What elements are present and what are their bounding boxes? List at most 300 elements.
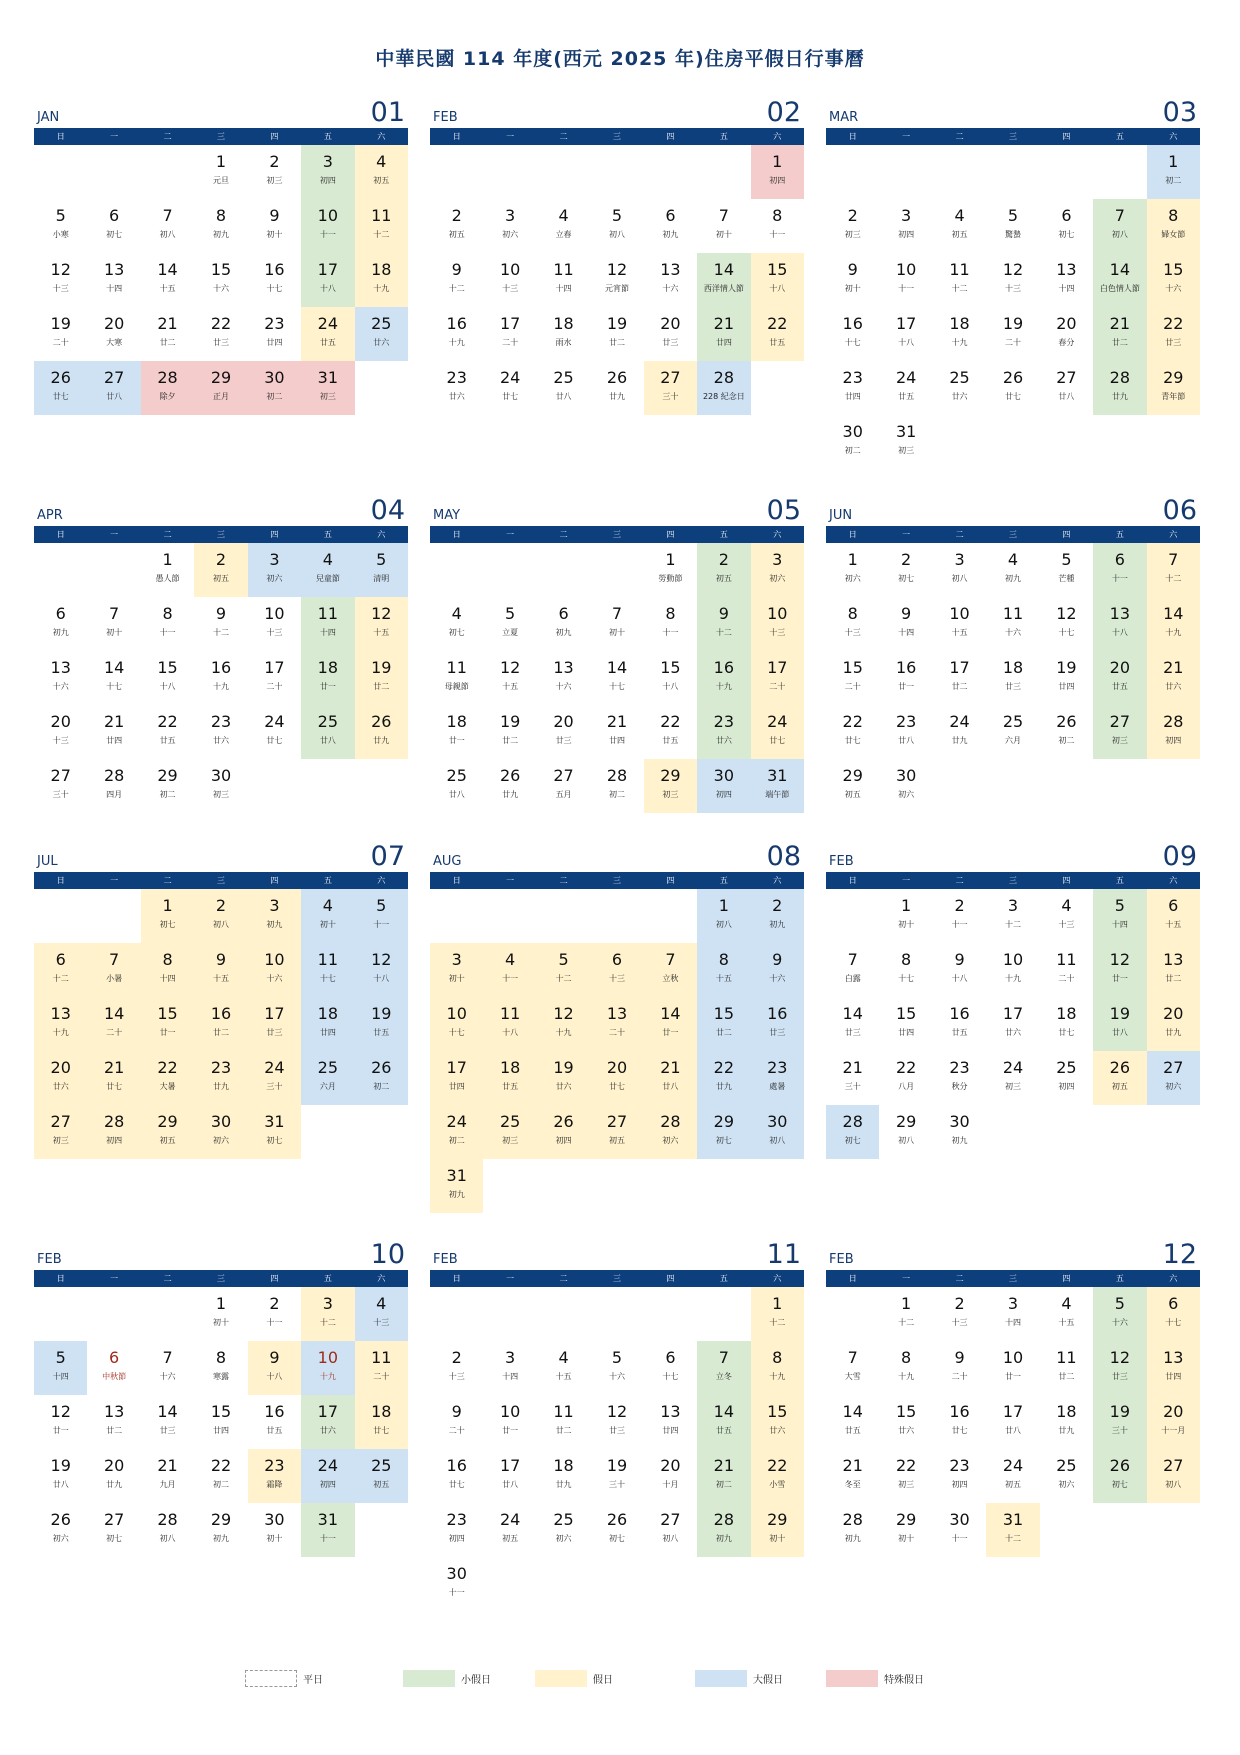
- day-cell[interactable]: [590, 361, 643, 415]
- day-cell[interactable]: [194, 1449, 247, 1503]
- day-cell[interactable]: [34, 1341, 87, 1395]
- day-cell[interactable]: [430, 943, 483, 997]
- day-cell[interactable]: [879, 759, 932, 813]
- day-cell[interactable]: [826, 1395, 879, 1449]
- day-cell[interactable]: [933, 1287, 986, 1341]
- day-cell[interactable]: [879, 1287, 932, 1341]
- day-cell[interactable]: [141, 199, 194, 253]
- day-cell[interactable]: [248, 943, 301, 997]
- day-cell[interactable]: [1147, 705, 1200, 759]
- day-cell[interactable]: [644, 1341, 697, 1395]
- day-cell[interactable]: [248, 597, 301, 651]
- day-cell[interactable]: [826, 759, 879, 813]
- day-cell[interactable]: [826, 1341, 879, 1395]
- day-cell[interactable]: [590, 997, 643, 1051]
- day-cell[interactable]: [1147, 145, 1200, 199]
- day-cell[interactable]: [248, 1287, 301, 1341]
- day-cell[interactable]: [590, 597, 643, 651]
- day-cell[interactable]: [751, 307, 804, 361]
- day-cell[interactable]: [697, 199, 750, 253]
- day-cell[interactable]: [355, 943, 408, 997]
- day-cell[interactable]: [34, 1503, 87, 1557]
- day-cell[interactable]: [301, 253, 354, 307]
- day-cell[interactable]: [826, 705, 879, 759]
- day-cell[interactable]: [483, 705, 536, 759]
- day-cell[interactable]: [751, 759, 804, 813]
- day-cell[interactable]: [1093, 1395, 1146, 1449]
- day-cell[interactable]: [301, 1287, 354, 1341]
- day-cell[interactable]: [34, 997, 87, 1051]
- day-cell[interactable]: [87, 307, 140, 361]
- day-cell[interactable]: [826, 597, 879, 651]
- day-cell[interactable]: [430, 307, 483, 361]
- day-cell[interactable]: [697, 1395, 750, 1449]
- day-cell[interactable]: [697, 1105, 750, 1159]
- day-cell[interactable]: [34, 943, 87, 997]
- day-cell[interactable]: [355, 705, 408, 759]
- day-cell[interactable]: [34, 1449, 87, 1503]
- day-cell[interactable]: [248, 145, 301, 199]
- day-cell[interactable]: [141, 759, 194, 813]
- day-cell[interactable]: [1147, 253, 1200, 307]
- day-cell[interactable]: [141, 1395, 194, 1449]
- day-cell[interactable]: [1093, 1051, 1146, 1105]
- day-cell[interactable]: [644, 759, 697, 813]
- day-cell[interactable]: [986, 943, 1039, 997]
- day-cell[interactable]: [826, 1105, 879, 1159]
- day-cell[interactable]: [1147, 1449, 1200, 1503]
- day-cell[interactable]: [1147, 361, 1200, 415]
- day-cell[interactable]: [1093, 361, 1146, 415]
- day-cell[interactable]: [1093, 597, 1146, 651]
- day-cell[interactable]: [34, 759, 87, 813]
- day-cell[interactable]: [879, 199, 932, 253]
- day-cell[interactable]: [248, 1503, 301, 1557]
- day-cell[interactable]: [1040, 199, 1093, 253]
- day-cell[interactable]: [1040, 1287, 1093, 1341]
- day-cell[interactable]: [697, 543, 750, 597]
- day-cell[interactable]: [194, 361, 247, 415]
- day-cell[interactable]: [141, 307, 194, 361]
- day-cell[interactable]: [1040, 943, 1093, 997]
- day-cell[interactable]: [644, 997, 697, 1051]
- day-cell[interactable]: [879, 543, 932, 597]
- day-cell[interactable]: [194, 253, 247, 307]
- day-cell[interactable]: [933, 943, 986, 997]
- day-cell[interactable]: [986, 1449, 1039, 1503]
- day-cell[interactable]: [879, 1449, 932, 1503]
- day-cell[interactable]: [194, 651, 247, 705]
- day-cell[interactable]: [1147, 651, 1200, 705]
- day-cell[interactable]: [697, 997, 750, 1051]
- day-cell[interactable]: [301, 705, 354, 759]
- day-cell[interactable]: [986, 705, 1039, 759]
- day-cell[interactable]: [826, 651, 879, 705]
- day-cell[interactable]: [355, 253, 408, 307]
- day-cell[interactable]: [879, 361, 932, 415]
- day-cell[interactable]: [751, 543, 804, 597]
- day-cell[interactable]: [34, 307, 87, 361]
- day-cell[interactable]: [644, 597, 697, 651]
- day-cell[interactable]: [933, 651, 986, 705]
- day-cell[interactable]: [34, 1395, 87, 1449]
- day-cell[interactable]: [34, 199, 87, 253]
- day-cell[interactable]: [355, 199, 408, 253]
- day-cell[interactable]: [483, 199, 536, 253]
- day-cell[interactable]: [879, 1395, 932, 1449]
- day-cell[interactable]: [751, 199, 804, 253]
- day-cell[interactable]: [34, 597, 87, 651]
- day-cell[interactable]: [986, 1287, 1039, 1341]
- day-cell[interactable]: [879, 1341, 932, 1395]
- day-cell[interactable]: [194, 145, 247, 199]
- day-cell[interactable]: [986, 1341, 1039, 1395]
- day-cell[interactable]: [1093, 1287, 1146, 1341]
- day-cell[interactable]: [141, 543, 194, 597]
- day-cell[interactable]: [483, 1341, 536, 1395]
- day-cell[interactable]: [644, 705, 697, 759]
- day-cell[interactable]: [644, 253, 697, 307]
- day-cell[interactable]: [248, 543, 301, 597]
- day-cell[interactable]: [87, 1503, 140, 1557]
- day-cell[interactable]: [483, 943, 536, 997]
- day-cell[interactable]: [879, 943, 932, 997]
- day-cell[interactable]: [590, 1051, 643, 1105]
- day-cell[interactable]: [194, 1503, 247, 1557]
- day-cell[interactable]: [879, 1051, 932, 1105]
- day-cell[interactable]: [355, 1395, 408, 1449]
- day-cell[interactable]: [141, 1105, 194, 1159]
- day-cell[interactable]: [697, 705, 750, 759]
- day-cell[interactable]: [1093, 307, 1146, 361]
- day-cell[interactable]: [194, 1051, 247, 1105]
- day-cell[interactable]: [141, 597, 194, 651]
- day-cell[interactable]: [986, 889, 1039, 943]
- day-cell[interactable]: [141, 1051, 194, 1105]
- day-cell[interactable]: [248, 361, 301, 415]
- day-cell[interactable]: [1093, 253, 1146, 307]
- day-cell[interactable]: [194, 1341, 247, 1395]
- day-cell[interactable]: [697, 759, 750, 813]
- day-cell[interactable]: [590, 1105, 643, 1159]
- day-cell[interactable]: [826, 253, 879, 307]
- day-cell[interactable]: [933, 199, 986, 253]
- day-cell[interactable]: [301, 943, 354, 997]
- day-cell[interactable]: [644, 1503, 697, 1557]
- day-cell[interactable]: [1147, 543, 1200, 597]
- day-cell[interactable]: [879, 1105, 932, 1159]
- day-cell[interactable]: [933, 597, 986, 651]
- day-cell[interactable]: [751, 1449, 804, 1503]
- day-cell[interactable]: [537, 1341, 590, 1395]
- day-cell[interactable]: [1147, 997, 1200, 1051]
- day-cell[interactable]: [644, 943, 697, 997]
- day-cell[interactable]: [933, 1105, 986, 1159]
- day-cell[interactable]: [34, 1051, 87, 1105]
- day-cell[interactable]: [483, 1449, 536, 1503]
- day-cell[interactable]: [933, 997, 986, 1051]
- day-cell[interactable]: [986, 199, 1039, 253]
- day-cell[interactable]: [301, 997, 354, 1051]
- day-cell[interactable]: [301, 543, 354, 597]
- day-cell[interactable]: [248, 997, 301, 1051]
- day-cell[interactable]: [1147, 1051, 1200, 1105]
- day-cell[interactable]: [1040, 651, 1093, 705]
- day-cell[interactable]: [483, 759, 536, 813]
- day-cell[interactable]: [751, 943, 804, 997]
- day-cell[interactable]: [879, 415, 932, 469]
- day-cell[interactable]: [430, 705, 483, 759]
- day-cell[interactable]: [301, 1051, 354, 1105]
- day-cell[interactable]: [87, 199, 140, 253]
- day-cell[interactable]: [826, 415, 879, 469]
- day-cell[interactable]: [1093, 651, 1146, 705]
- day-cell[interactable]: [933, 705, 986, 759]
- day-cell[interactable]: [590, 759, 643, 813]
- day-cell[interactable]: [355, 307, 408, 361]
- day-cell[interactable]: [697, 253, 750, 307]
- day-cell[interactable]: [1040, 361, 1093, 415]
- day-cell[interactable]: [751, 1105, 804, 1159]
- day-cell[interactable]: [751, 145, 804, 199]
- day-cell[interactable]: [248, 199, 301, 253]
- day-cell[interactable]: [1040, 1341, 1093, 1395]
- day-cell[interactable]: [355, 1287, 408, 1341]
- day-cell[interactable]: [301, 361, 354, 415]
- day-cell[interactable]: [34, 651, 87, 705]
- day-cell[interactable]: [355, 1051, 408, 1105]
- day-cell[interactable]: [301, 597, 354, 651]
- day-cell[interactable]: [751, 597, 804, 651]
- day-cell[interactable]: [590, 943, 643, 997]
- day-cell[interactable]: [590, 199, 643, 253]
- day-cell[interactable]: [826, 199, 879, 253]
- day-cell[interactable]: [537, 651, 590, 705]
- day-cell[interactable]: [194, 543, 247, 597]
- day-cell[interactable]: [537, 597, 590, 651]
- day-cell[interactable]: [194, 199, 247, 253]
- day-cell[interactable]: [1040, 705, 1093, 759]
- day-cell[interactable]: [34, 705, 87, 759]
- day-cell[interactable]: [483, 253, 536, 307]
- day-cell[interactable]: [826, 543, 879, 597]
- day-cell[interactable]: [986, 1503, 1039, 1557]
- day-cell[interactable]: [537, 997, 590, 1051]
- day-cell[interactable]: [248, 1105, 301, 1159]
- day-cell[interactable]: [1040, 997, 1093, 1051]
- day-cell[interactable]: [34, 253, 87, 307]
- day-cell[interactable]: [430, 759, 483, 813]
- day-cell[interactable]: [986, 543, 1039, 597]
- day-cell[interactable]: [644, 199, 697, 253]
- day-cell[interactable]: [87, 361, 140, 415]
- day-cell[interactable]: [986, 1395, 1039, 1449]
- day-cell[interactable]: [986, 361, 1039, 415]
- day-cell[interactable]: [697, 651, 750, 705]
- day-cell[interactable]: [751, 253, 804, 307]
- day-cell[interactable]: [590, 253, 643, 307]
- day-cell[interactable]: [301, 145, 354, 199]
- day-cell[interactable]: [430, 1341, 483, 1395]
- day-cell[interactable]: [1040, 543, 1093, 597]
- day-cell[interactable]: [590, 307, 643, 361]
- day-cell[interactable]: [1147, 1341, 1200, 1395]
- day-cell[interactable]: [483, 651, 536, 705]
- day-cell[interactable]: [141, 651, 194, 705]
- day-cell[interactable]: [879, 705, 932, 759]
- day-cell[interactable]: [986, 253, 1039, 307]
- day-cell[interactable]: [248, 705, 301, 759]
- day-cell[interactable]: [1147, 597, 1200, 651]
- day-cell[interactable]: [430, 1105, 483, 1159]
- day-cell[interactable]: [1093, 543, 1146, 597]
- day-cell[interactable]: [248, 1449, 301, 1503]
- day-cell[interactable]: [751, 1395, 804, 1449]
- day-cell[interactable]: [483, 1051, 536, 1105]
- day-cell[interactable]: [355, 997, 408, 1051]
- day-cell[interactable]: [430, 997, 483, 1051]
- day-cell[interactable]: [87, 1449, 140, 1503]
- day-cell[interactable]: [87, 705, 140, 759]
- day-cell[interactable]: [483, 1395, 536, 1449]
- day-cell[interactable]: [141, 1503, 194, 1557]
- day-cell[interactable]: [537, 307, 590, 361]
- day-cell[interactable]: [430, 253, 483, 307]
- day-cell[interactable]: [301, 199, 354, 253]
- day-cell[interactable]: [483, 1105, 536, 1159]
- day-cell[interactable]: [355, 1341, 408, 1395]
- day-cell[interactable]: [87, 997, 140, 1051]
- day-cell[interactable]: [430, 1395, 483, 1449]
- day-cell[interactable]: [194, 997, 247, 1051]
- day-cell[interactable]: [248, 1341, 301, 1395]
- day-cell[interactable]: [1093, 199, 1146, 253]
- day-cell[interactable]: [933, 1395, 986, 1449]
- day-cell[interactable]: [430, 1051, 483, 1105]
- day-cell[interactable]: [1040, 889, 1093, 943]
- day-cell[interactable]: [826, 1449, 879, 1503]
- day-cell[interactable]: [1147, 1287, 1200, 1341]
- day-cell[interactable]: [301, 1395, 354, 1449]
- day-cell[interactable]: [697, 1341, 750, 1395]
- day-cell[interactable]: [430, 361, 483, 415]
- day-cell[interactable]: [879, 1503, 932, 1557]
- day-cell[interactable]: [1040, 1051, 1093, 1105]
- day-cell[interactable]: [644, 1449, 697, 1503]
- day-cell[interactable]: [537, 1395, 590, 1449]
- day-cell[interactable]: [301, 889, 354, 943]
- day-cell[interactable]: [194, 307, 247, 361]
- day-cell[interactable]: [194, 1105, 247, 1159]
- day-cell[interactable]: [248, 1395, 301, 1449]
- day-cell[interactable]: [751, 1287, 804, 1341]
- day-cell[interactable]: [301, 651, 354, 705]
- day-cell[interactable]: [355, 889, 408, 943]
- day-cell[interactable]: [644, 1105, 697, 1159]
- day-cell[interactable]: [194, 1395, 247, 1449]
- day-cell[interactable]: [826, 361, 879, 415]
- day-cell[interactable]: [1040, 253, 1093, 307]
- day-cell[interactable]: [537, 1105, 590, 1159]
- day-cell[interactable]: [1147, 1395, 1200, 1449]
- day-cell[interactable]: [87, 1395, 140, 1449]
- day-cell[interactable]: [697, 1051, 750, 1105]
- day-cell[interactable]: [644, 307, 697, 361]
- day-cell[interactable]: [644, 1395, 697, 1449]
- day-cell[interactable]: [537, 1449, 590, 1503]
- day-cell[interactable]: [301, 1341, 354, 1395]
- day-cell[interactable]: [483, 997, 536, 1051]
- day-cell[interactable]: [301, 307, 354, 361]
- day-cell[interactable]: [87, 597, 140, 651]
- day-cell[interactable]: [879, 651, 932, 705]
- day-cell[interactable]: [34, 1105, 87, 1159]
- day-cell[interactable]: [248, 307, 301, 361]
- day-cell[interactable]: [430, 1557, 483, 1611]
- day-cell[interactable]: [430, 597, 483, 651]
- day-cell[interactable]: [697, 361, 750, 415]
- day-cell[interactable]: [933, 1503, 986, 1557]
- day-cell[interactable]: [986, 997, 1039, 1051]
- day-cell[interactable]: [1093, 889, 1146, 943]
- day-cell[interactable]: [194, 1287, 247, 1341]
- day-cell[interactable]: [430, 1503, 483, 1557]
- day-cell[interactable]: [483, 597, 536, 651]
- day-cell[interactable]: [879, 253, 932, 307]
- day-cell[interactable]: [1093, 705, 1146, 759]
- day-cell[interactable]: [751, 705, 804, 759]
- day-cell[interactable]: [879, 307, 932, 361]
- day-cell[interactable]: [933, 1051, 986, 1105]
- day-cell[interactable]: [644, 651, 697, 705]
- day-cell[interactable]: [248, 253, 301, 307]
- day-cell[interactable]: [1040, 597, 1093, 651]
- day-cell[interactable]: [430, 651, 483, 705]
- day-cell[interactable]: [355, 1449, 408, 1503]
- day-cell[interactable]: [590, 1449, 643, 1503]
- day-cell[interactable]: [751, 997, 804, 1051]
- day-cell[interactable]: [933, 307, 986, 361]
- day-cell[interactable]: [1147, 307, 1200, 361]
- day-cell[interactable]: [537, 759, 590, 813]
- day-cell[interactable]: [826, 1051, 879, 1105]
- day-cell[interactable]: [590, 705, 643, 759]
- day-cell[interactable]: [590, 1503, 643, 1557]
- day-cell[interactable]: [1040, 1449, 1093, 1503]
- day-cell[interactable]: [301, 1503, 354, 1557]
- day-cell[interactable]: [430, 1159, 483, 1213]
- day-cell[interactable]: [697, 889, 750, 943]
- day-cell[interactable]: [141, 253, 194, 307]
- day-cell[interactable]: [141, 1341, 194, 1395]
- day-cell[interactable]: [986, 1051, 1039, 1105]
- day-cell[interactable]: [355, 543, 408, 597]
- day-cell[interactable]: [751, 651, 804, 705]
- day-cell[interactable]: [483, 1503, 536, 1557]
- day-cell[interactable]: [1147, 199, 1200, 253]
- day-cell[interactable]: [87, 1341, 140, 1395]
- day-cell[interactable]: [430, 199, 483, 253]
- day-cell[interactable]: [933, 361, 986, 415]
- day-cell[interactable]: [1040, 1395, 1093, 1449]
- day-cell[interactable]: [933, 1449, 986, 1503]
- day-cell[interactable]: [194, 597, 247, 651]
- day-cell[interactable]: [986, 597, 1039, 651]
- day-cell[interactable]: [483, 361, 536, 415]
- day-cell[interactable]: [355, 145, 408, 199]
- day-cell[interactable]: [87, 759, 140, 813]
- day-cell[interactable]: [751, 1503, 804, 1557]
